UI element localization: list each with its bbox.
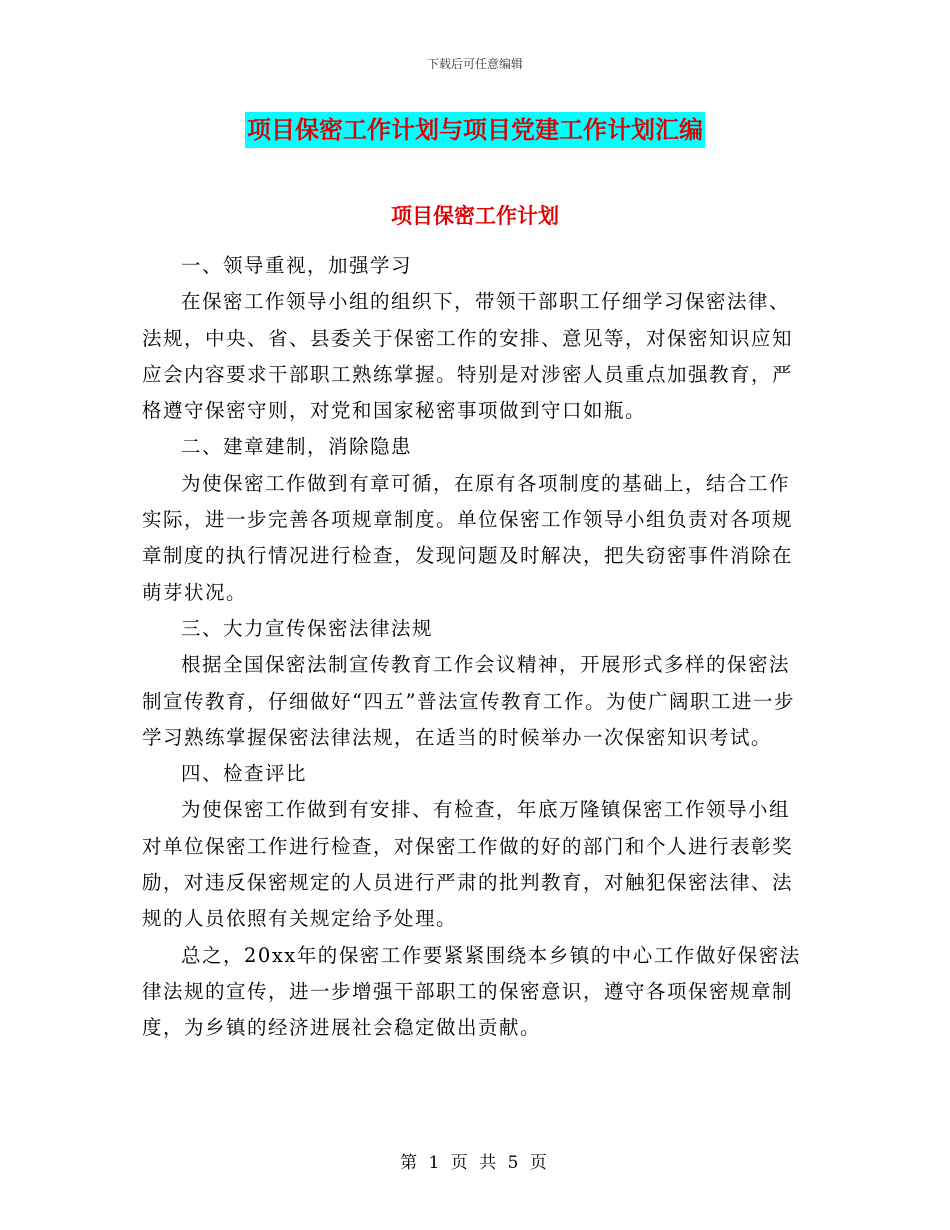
paragraph-3: 根据全国保密法制宣传教育工作会议精神，开展形式多样的保密法制宣传教育，仔细做好“四五”普法宣传教育工作。为使广阔职工进一步学习熟练掌握保密法律法规，在适当的时候举办一次保密知识考试。	[142, 653, 795, 749]
heading-3: 三、大力宣传保密法律法规	[181, 616, 434, 640]
heading-2: 二、建章建制，消除隐患	[181, 435, 413, 459]
paragraph-summary: 总之，20xx年的保密工作要紧紧围绕本乡镇的中心工作做好保密法律法规的宣传，进一步增强干部职工的保密意识，遵守各项保密规章制度，为乡镇的经济进展社会稳定做出贡献。	[142, 943, 801, 1040]
page-number: 第 1 页 共 5 页	[400, 1153, 550, 1173]
section-title: 项目保密工作计划	[391, 204, 559, 228]
document-body	[142, 248, 810, 1047]
paragraph-2: 为使保密工作做到有章可循，在原有各项制度的基础上，结合工作实际，进一步完善各项规章制度。单位保密工作领导小组负责对各项规章制度的执行情况进行检查，发现问题及时解决，把失窃密事件消除在萌芽状况。	[142, 471, 794, 604]
document-title-container	[0, 112, 950, 148]
heading-4: 四、检查评比	[181, 762, 308, 786]
heading-1: 一、领导重视，加强学习	[181, 254, 413, 277]
paragraph-1: 在保密工作领导小组的组织下，带领干部职工仔细学习保密法律、法规，中央、省、县委关于保密工作的安排、意见等，对保密知识应知应会内容要求干部职工熟练掌握。特别是对涉密人员重点加强教育，严格遵守保密守则，对党和国家秘密事项做到守口如瓶。	[142, 290, 794, 423]
document-title: 项目保密工作计划与项目党建工作计划汇编	[245, 112, 705, 148]
page-header-note: 下载后可任意编辑	[426, 57, 523, 71]
paragraph-4: 为使保密工作做到有安排、有检查，年底万隆镇保密工作领导小组对单位保密工作进行检查，对保密工作做的好的部门和个人进行表彰奖励，对违反保密规定的人员进行严肃的批判教育，对触犯保密法律、法规的人员依照有关规定给予处理。	[142, 798, 794, 931]
